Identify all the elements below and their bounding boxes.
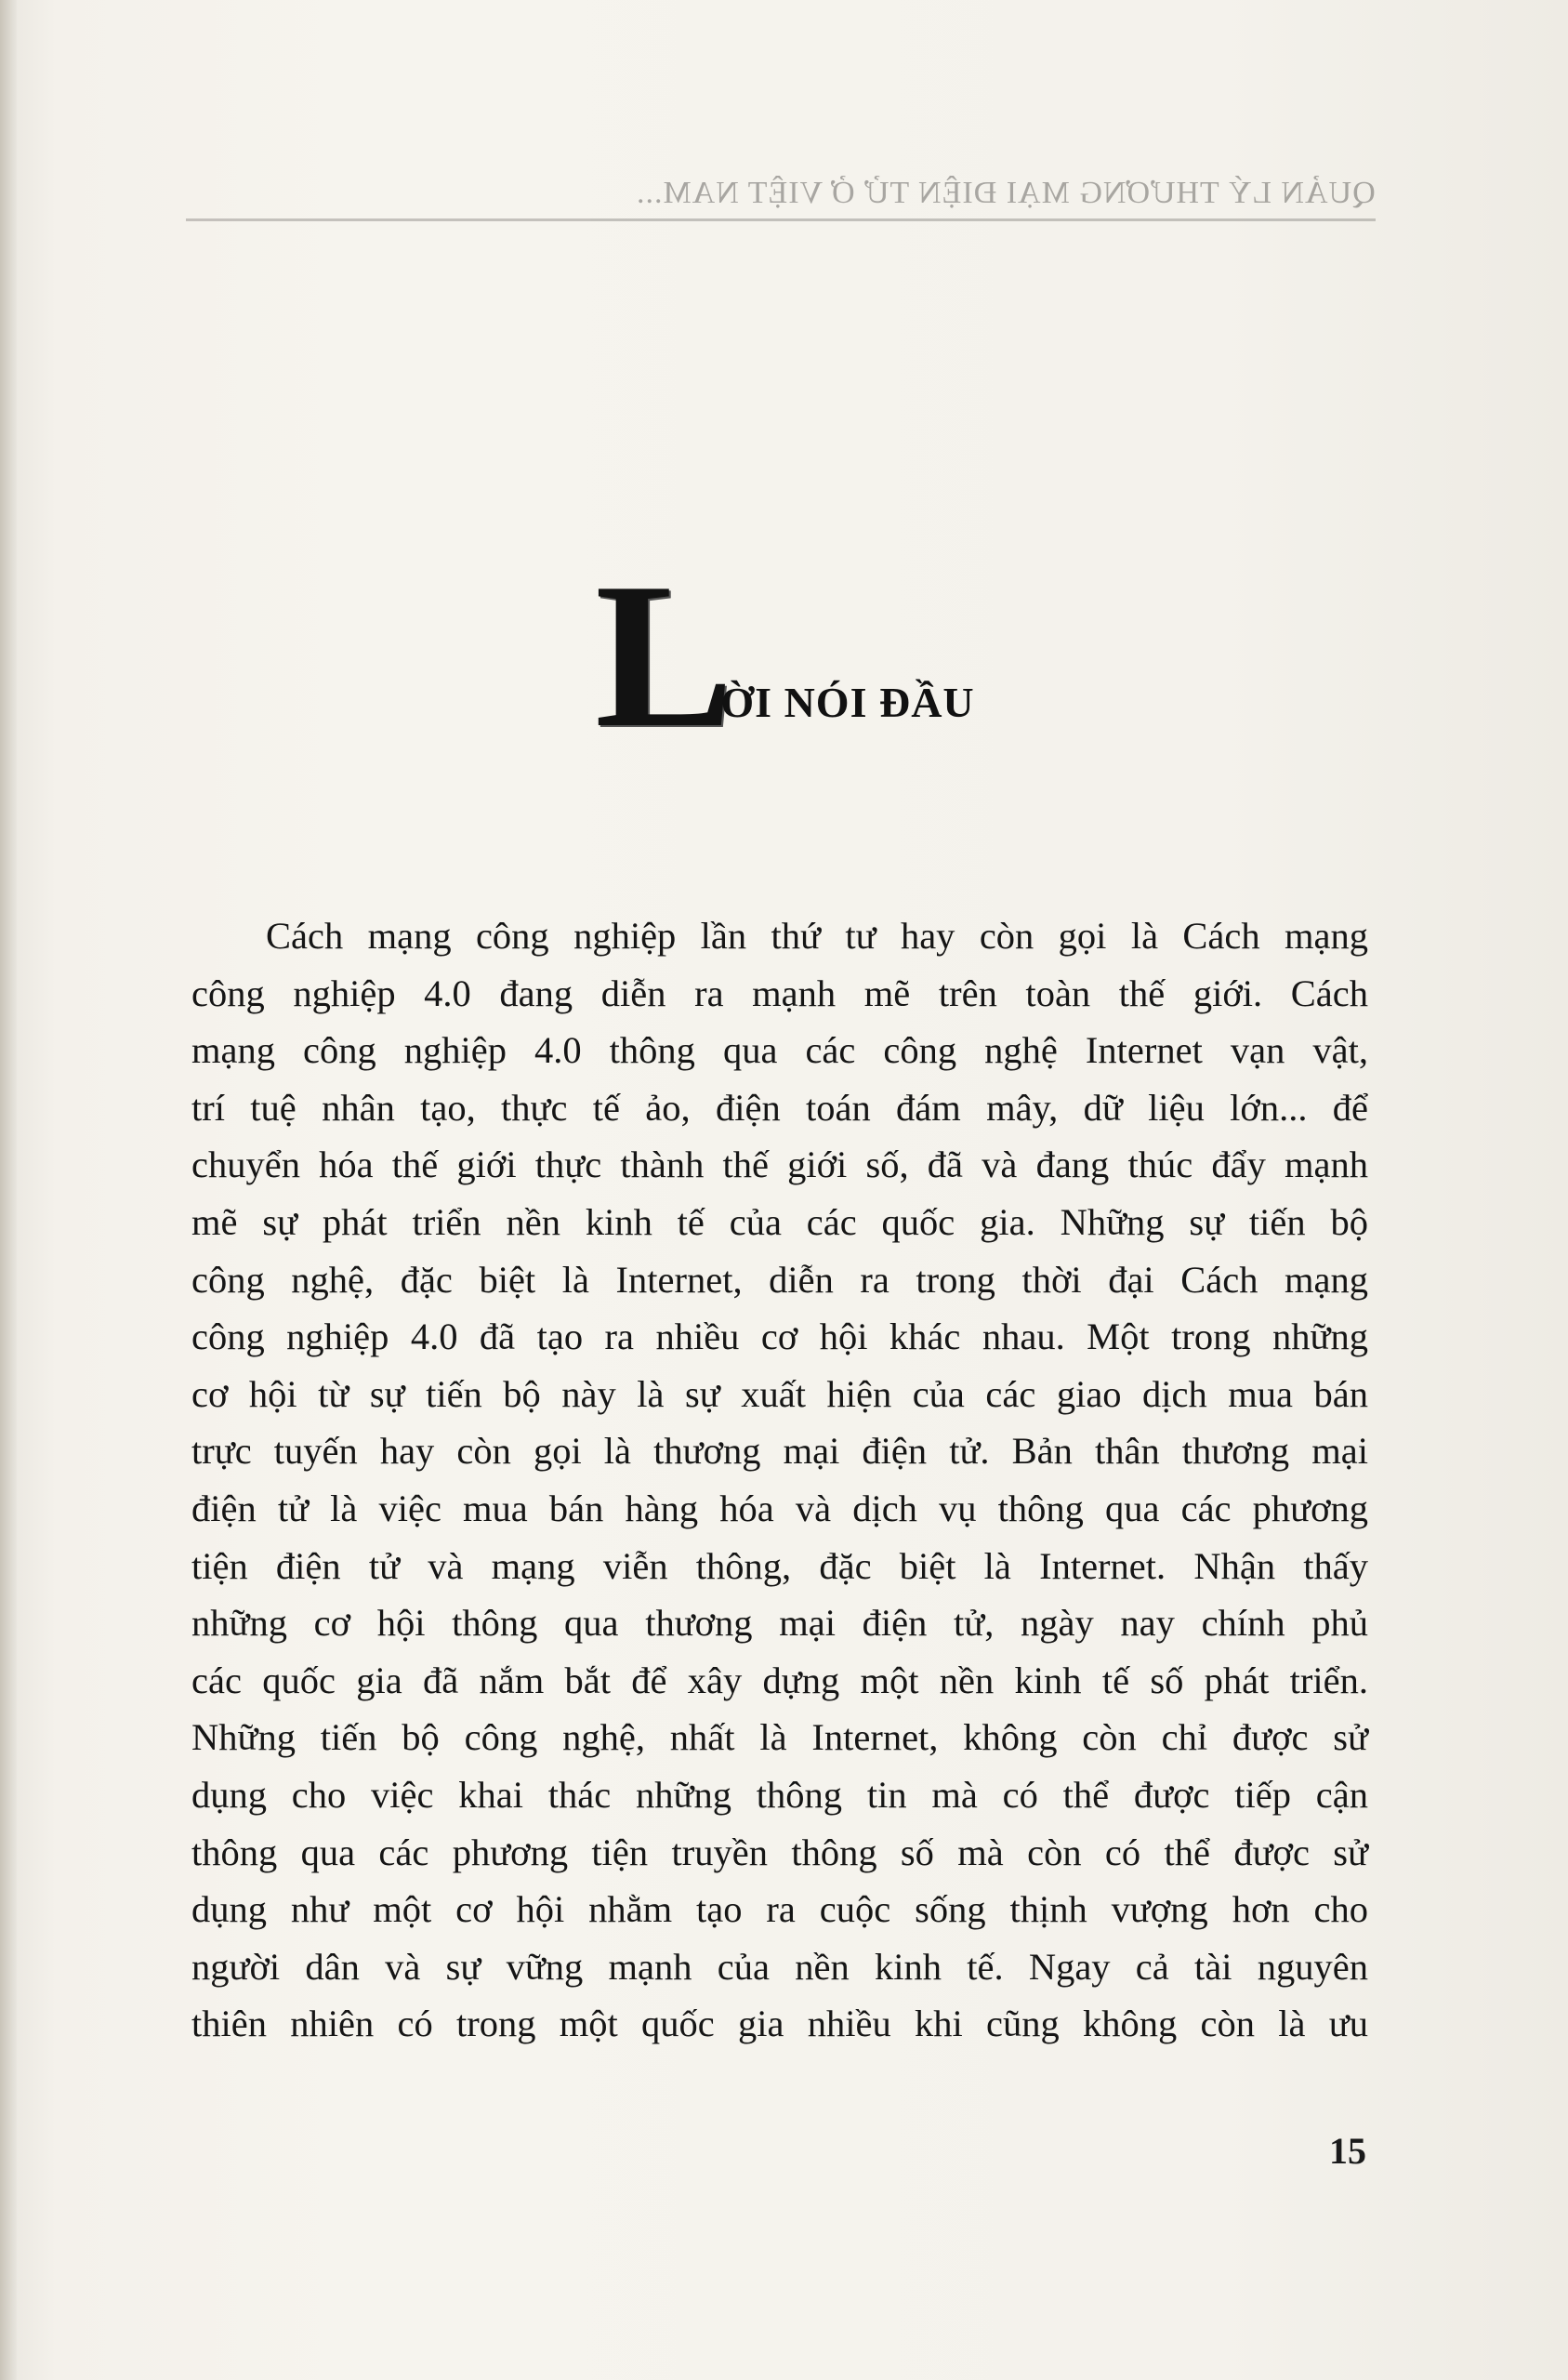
- body-line: người dân và sự vững mạnh của nền kinh tế. Ngay cả tài nguyên: [191, 1945, 1368, 1988]
- body-line: thông qua các phương tiện truyền thông số mà còn có thể được sử: [191, 1831, 1368, 1873]
- body-line: Những tiến bộ công nghệ, nhất là Internet, không còn chỉ được sử: [191, 1716, 1368, 1759]
- body-line: các quốc gia đã nắm bắt để xây dựng một nền kinh tế số phát triển.: [191, 1659, 1368, 1701]
- running-head-bleedthrough: [186, 172, 1376, 221]
- heading-text: ỜI NÓI ĐẦU: [720, 679, 975, 726]
- body-line: dụng cho việc khai thác những thông tin mà có thể được tiếp cận: [191, 1773, 1368, 1816]
- chapter-heading: [595, 540, 975, 771]
- body-line: công nghiệp 4.0 đã tạo ra nhiều cơ hội khác nhau. Một trong những: [191, 1316, 1368, 1358]
- body-line: trí tuệ nhân tạo, thực tế ảo, điện toán đám mây, dữ liệu lớn... để: [191, 1086, 1368, 1129]
- body-paragraph: [191, 907, 1368, 2053]
- body-line: trực tuyến hay còn gọi là thương mại điện tử. Bản thân thương mại: [191, 1430, 1368, 1473]
- body-line: điện tử là việc mua bán hàng hóa và dịch vụ thông qua các phương: [191, 1487, 1368, 1529]
- body-line: những cơ hội thông qua thương mại điện tử, ngày nay chính phủ: [191, 1602, 1368, 1645]
- body-line: Cách mạng công nghiệp lần thứ tư hay còn gọi là Cách mạng: [266, 915, 1368, 957]
- body-line: tiện điện tử và mạng viễn thông, đặc biệt là Internet. Nhận thấy: [191, 1544, 1368, 1587]
- body-line: công nghiệp 4.0 đang diễn ra mạnh mẽ trên toàn thế giới. Cách: [191, 972, 1368, 1014]
- body-line: công nghệ, đặc biệt là Internet, diễn ra trong thời đại Cách mạng: [191, 1258, 1368, 1301]
- spine-shadow: [0, 0, 17, 2380]
- body-line: thiên nhiên có trong một quốc gia nhiều khi cũng không còn là ưu: [191, 2003, 1368, 2045]
- drop-cap: L: [595, 540, 734, 771]
- body-line: chuyển hóa thế giới thực thành thế giới số, đã và đang thúc đẩy mạnh: [191, 1144, 1368, 1186]
- body-line: cơ hội từ sự tiến bộ này là sự xuất hiện của các giao dịch mua bán: [191, 1372, 1368, 1415]
- page-number: 15: [1329, 2130, 1366, 2172]
- body-line: mạng công nghiệp 4.0 thông qua các công nghệ Internet vạn vật,: [191, 1029, 1368, 1072]
- running-head-text: QUẢN LÝ THƯƠNG MẠI ĐIỆN TỬ Ở VIỆT NAM...: [636, 176, 1376, 210]
- body-line: dụng như một cơ hội nhằm tạo ra cuộc sống thịnh vượng hơn cho: [191, 1888, 1368, 1931]
- body-line: mẽ sự phát triển nền kinh tế của các quốc gia. Những sự tiến bộ: [191, 1200, 1368, 1243]
